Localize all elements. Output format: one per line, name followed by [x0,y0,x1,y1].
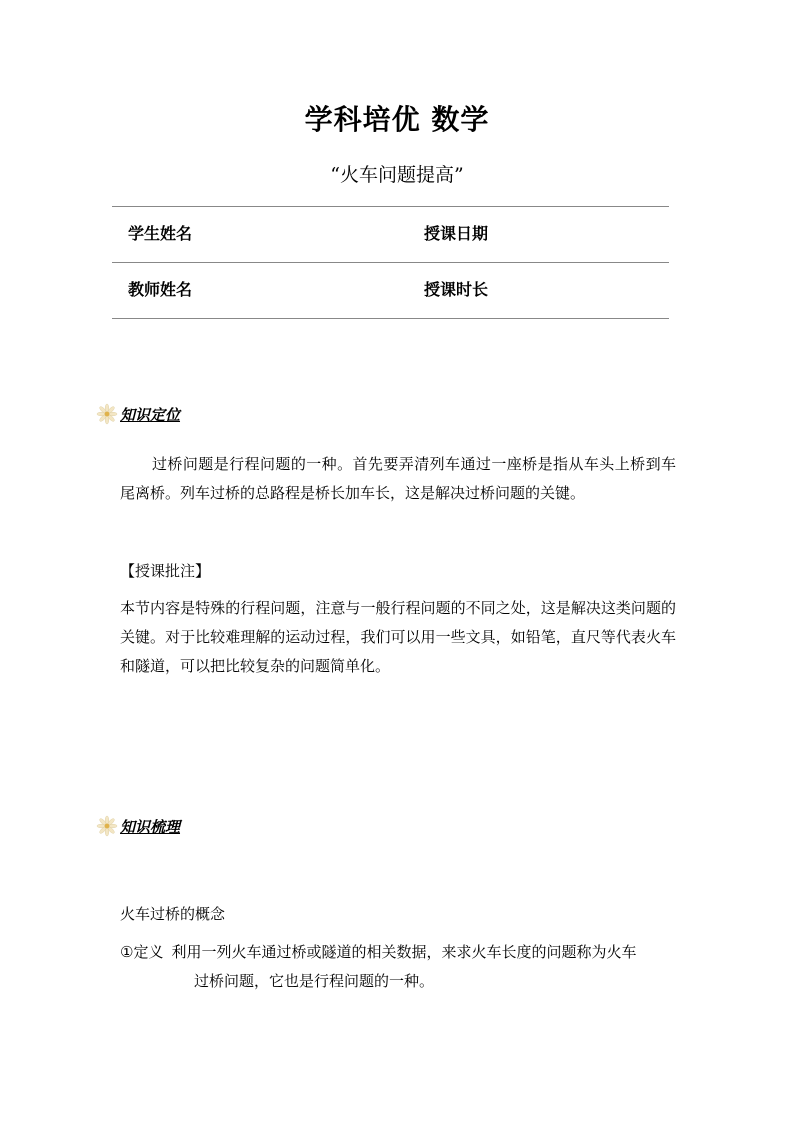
class-date-label: 授课日期 [424,224,489,243]
concept-heading: 火车过桥的概念 [120,905,226,923]
info-row-1 [112,207,669,263]
flower-icon [96,403,118,425]
definition-label: ①定义 [120,943,164,961]
knowledge-position-paragraph: 过桥问题是行程问题的一种。首先要弄清列车通过一座桥是指从车头上桥到车尾离桥。列车过桥的总路程是桥长加车长，这是解决过桥问题的关键。 [120,455,676,502]
teacher-name-label: 教师姓名 [128,280,193,299]
section-heading-knowledge-position [96,402,180,426]
definition-block [120,938,676,996]
student-name-label: 学生姓名 [128,224,193,243]
document-title: 学科培优 数学 [304,103,490,136]
section-heading-knowledge-review [96,814,180,838]
section-title: 知识梳理 [120,817,181,836]
class-duration-label: 授课时长 [424,280,489,299]
teaching-note-paragraph: 本节内容是特殊的行程问题，注意与一般行程问题的不同之处，这是解决这类问题的关键。对于比较难理解的运动过程，我们可以用一些文具，如铅笔，直尺等代表火车和隧道，可以把比较复杂的问题简单化。 [120,599,676,675]
info-row-2 [112,263,669,319]
section-title: 知识定位 [120,405,181,424]
teaching-note-heading: 【授课批注】 [120,562,211,580]
definition-line-2: 过桥问题，它也是行程问题的一种。 [194,972,435,990]
document-subtitle: “火车问题提高” [330,164,464,186]
definition-line-1: 利用一列火车通过桥或隧道的相关数据，来求火车长度的问题称为火车 [171,943,637,961]
info-table [112,206,669,319]
flower-icon [96,815,118,837]
